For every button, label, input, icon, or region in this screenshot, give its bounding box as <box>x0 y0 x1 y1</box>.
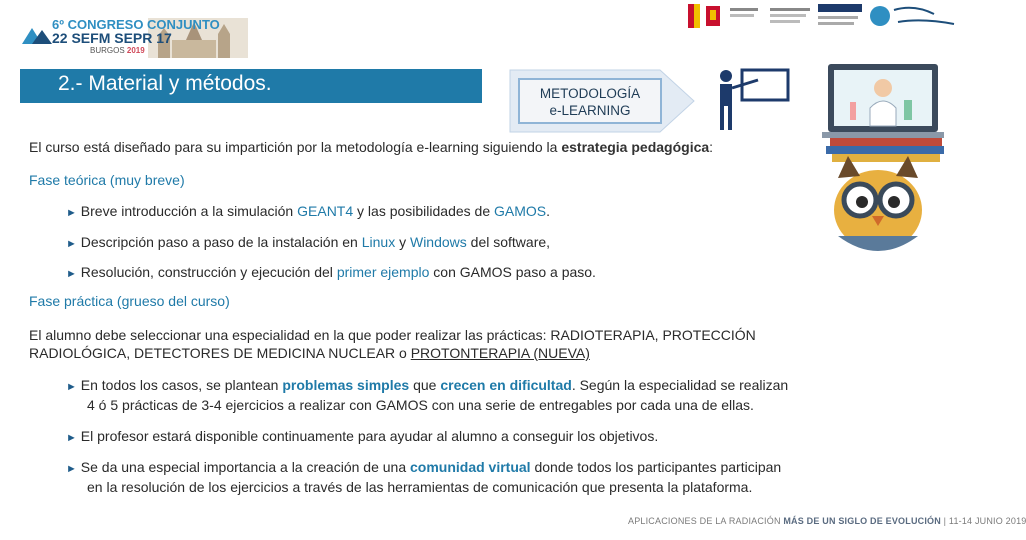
bullet-arrow-icon: ► <box>66 207 77 219</box>
theory-b2-text1: Descripción paso a paso de la instalación en <box>80 234 362 250</box>
theory-b2-text2: y <box>395 234 410 250</box>
bullet-arrow-icon: ► <box>66 432 77 444</box>
page-title: 2.- Material y métodos. <box>58 72 272 95</box>
bullet-arrow-icon: ► <box>66 381 77 393</box>
ministry-logos <box>684 0 960 36</box>
congress-year: 2019 <box>126 46 145 55</box>
theory-b2-highlight1: Linux <box>361 234 396 250</box>
congress-name: 6º CONGRESO CONJUNTO <box>52 17 220 32</box>
theory-b1-text3: . <box>546 203 551 219</box>
practice-b1-highlight2: crecen en dificultad <box>440 377 572 393</box>
intro-colon: : <box>709 139 714 155</box>
congress-city: BURGOS <box>90 46 125 55</box>
theory-bullet-2 <box>66 233 550 253</box>
theory-b3-text2: con GAMOS paso a paso. <box>429 264 596 280</box>
elearning-laptop-illustration <box>808 60 960 280</box>
protonterapia-link: PROTONTERAPIA (NUEVA) <box>410 345 590 361</box>
theory-b3-highlight1: primer ejemplo <box>336 264 430 280</box>
theory-b1-text2: y las posibilidades de <box>353 203 495 219</box>
practice-bullet-3 <box>66 458 916 496</box>
practice-para-line2 <box>29 344 756 362</box>
theory-b1-highlight1: GEANT4 <box>297 203 354 219</box>
theory-b1-text1: Breve introducción a la simulación <box>80 203 298 219</box>
practice-b3-line2: en la resolución de los ejercicios a través de las herramientas de comunicación que presenta la plataforma. <box>87 479 753 495</box>
footer-bold: MÁS DE UN SIGLO DE EVOLUCIÓN <box>783 516 941 526</box>
practice-b3-text1: Se da una especial importancia a la creación de una <box>80 459 410 475</box>
practice-b1-text1: En todos los casos, se plantean <box>80 377 283 393</box>
methodology-line1: METODOLOGÍA <box>539 86 641 101</box>
practice-b1-highlight1: problemas simples <box>282 377 410 393</box>
practice-b2-text: El profesor estará disponible continuamente para ayudar al alumno a conseguir los objetivos. <box>80 428 659 444</box>
theory-heading: Fase teórica (muy breve) <box>29 172 185 188</box>
practice-b3-highlight1: comunidad virtual <box>410 459 531 475</box>
practice-b1-text3: . Según la especialidad se realizan <box>571 377 789 393</box>
congress-societies: 22 SEFM SEPR 17 <box>52 30 172 46</box>
practice-bullet-2 <box>66 427 658 447</box>
bullet-arrow-icon: ► <box>66 268 77 280</box>
bullet-arrow-icon: ► <box>66 238 77 250</box>
practice-paragraph <box>29 326 756 362</box>
practice-heading: Fase práctica (grueso del curso) <box>29 293 230 309</box>
practice-para-line1: El alumno debe seleccionar una especialidad en la que poder realizar las prácticas: RADIOTERAPIA, PROTECCIÓN <box>29 327 756 343</box>
bullet-arrow-icon: ► <box>66 463 77 475</box>
methodology-line2: e-LEARNING <box>549 103 631 118</box>
teacher-board-icon <box>712 66 792 134</box>
theory-b2-highlight2: Windows <box>409 234 467 250</box>
practice-b3-text2: donde todos los participantes participan <box>530 459 782 475</box>
intro-text: El curso está diseñado para su impartición por la metodología e-learning siguiendo la <box>29 139 562 155</box>
theory-b2-text3: del software, <box>466 234 551 250</box>
footer-date: | 11-14 JUNIO 2019 <box>940 516 1026 526</box>
congress-city-year <box>90 46 145 55</box>
practice-b1-text2: que <box>409 377 441 393</box>
theory-b3-text1: Resolución, construcción y ejecución del <box>80 264 337 280</box>
practice-para-line2-text: RADIOLÓGICA, DETECTORES DE MEDICINA NUCLEAR o <box>29 345 411 361</box>
intro-strong: estrategia pedagógica <box>561 139 710 155</box>
intro-paragraph <box>29 138 713 156</box>
theory-b1-highlight2: GAMOS <box>494 203 547 219</box>
footer-tagline <box>628 516 1026 526</box>
footer-pre: APLICACIONES DE LA RADIACIÓN <box>628 516 784 526</box>
practice-bullet-1 <box>66 376 916 414</box>
practice-b1-line2: 4 ó 5 prácticas de 3-4 ejercicios a realizar con GAMOS con una serie de entregables por cada una de ellas. <box>87 397 754 413</box>
methodology-box <box>518 78 662 124</box>
theory-bullet-3 <box>66 263 596 283</box>
theory-bullet-1 <box>66 202 550 222</box>
